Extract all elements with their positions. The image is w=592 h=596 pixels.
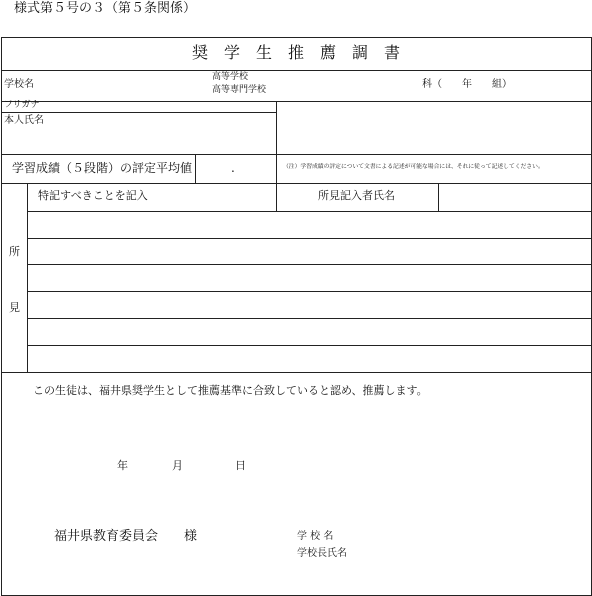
school-type-high: 高等学校 xyxy=(212,72,249,82)
recommendation-statement: この生徒は、福井県奨学生として推薦基準に合致していると認め、推薦します。 xyxy=(33,384,428,397)
sign-principal-label: 学校長氏名 xyxy=(297,548,347,559)
school-type-technical: 高等専門学校 xyxy=(212,85,267,95)
opinion-line xyxy=(27,238,592,239)
opinion-line xyxy=(27,318,592,319)
writer-label: 所見記入者氏名 xyxy=(318,189,395,202)
opinion-line xyxy=(27,264,592,265)
divider xyxy=(195,154,196,183)
divider xyxy=(276,183,277,211)
divider xyxy=(276,101,277,154)
addressee: 福井県教育委員会 様 xyxy=(54,529,198,544)
special-notes-label: 特記すべきことを記入 xyxy=(38,189,148,202)
form-frame xyxy=(1,37,592,596)
grade-label: 学習成績（５段階）の評定平均値 xyxy=(12,161,193,175)
name-label: 本人氏名 xyxy=(4,115,44,126)
divider xyxy=(438,183,439,211)
divider xyxy=(27,211,592,212)
grade-note: （注）学習成績の評定について文書による記述が可能な場合には、それに従って記述してください。 xyxy=(283,164,544,170)
form-title: 奨 学 生 推 薦 調 書 xyxy=(191,43,400,62)
opinion-label-2: 見 xyxy=(9,301,20,314)
divider xyxy=(276,154,277,183)
school-label: 学校名 xyxy=(4,79,34,90)
date-year: 年 xyxy=(117,459,128,472)
writer-name-field[interactable] xyxy=(440,184,590,210)
sign-school-label: 学 校 名 xyxy=(297,531,334,542)
divider xyxy=(1,70,592,71)
form-number: 様式第５号の３（第５条関係） xyxy=(14,1,197,16)
opinion-line xyxy=(27,291,592,292)
furigana-label: フリガナ xyxy=(4,100,40,110)
divider xyxy=(1,112,276,113)
class-label: 科（ 年 組） xyxy=(422,79,512,90)
date-month: 月 xyxy=(172,459,183,472)
divider xyxy=(1,372,592,373)
divider xyxy=(1,154,592,155)
date-day: 日 xyxy=(235,459,246,472)
grade-value[interactable]: . xyxy=(231,161,235,175)
divider xyxy=(1,101,592,102)
opinion-label-1: 所 xyxy=(9,245,20,258)
opinion-line xyxy=(27,345,592,346)
